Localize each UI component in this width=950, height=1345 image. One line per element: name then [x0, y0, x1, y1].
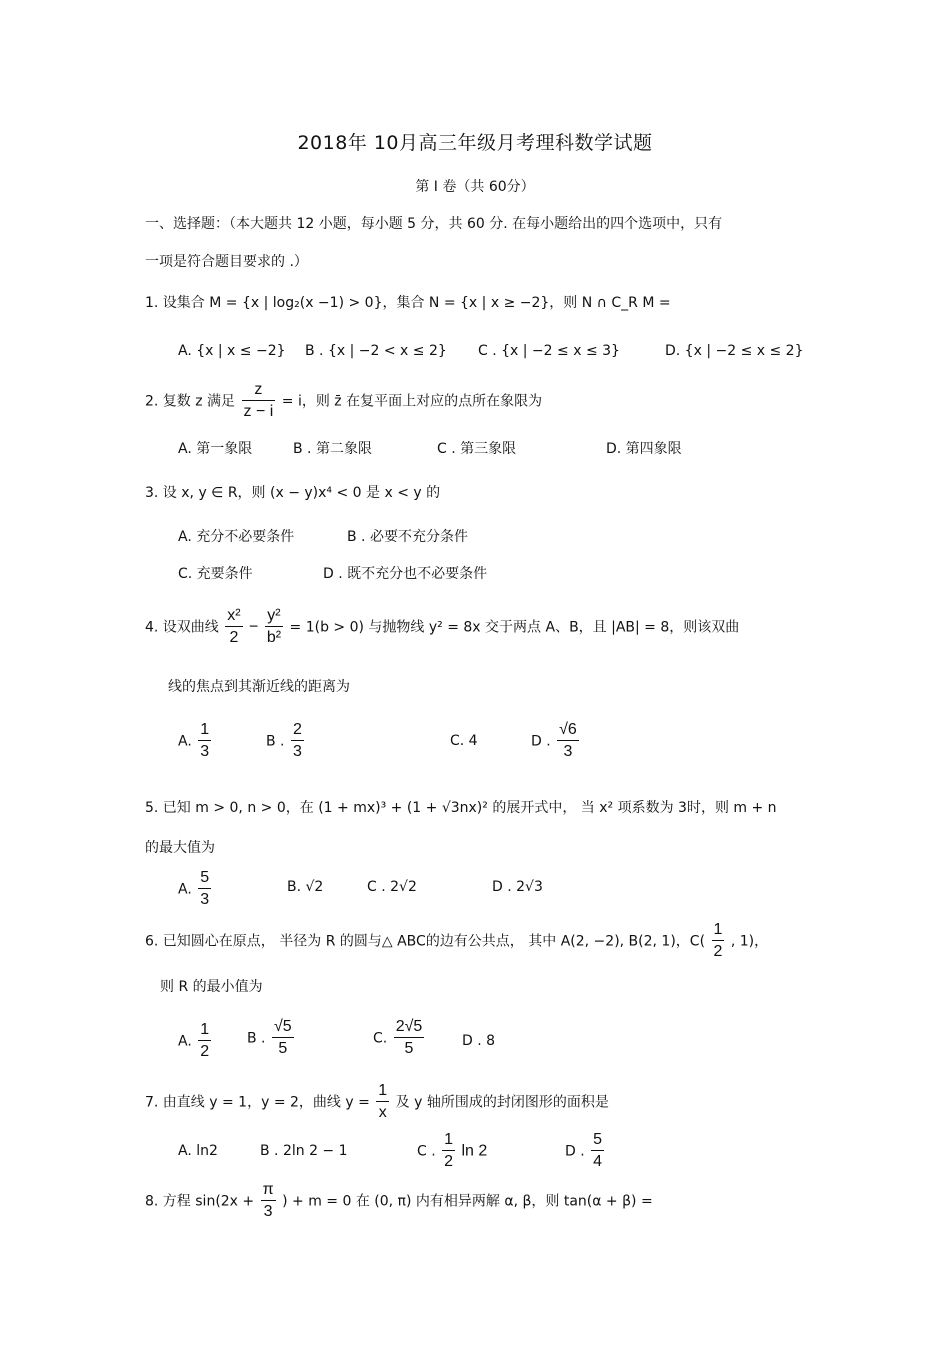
question-2-stem-post: = i，则 z̄ 在复平面上对应的点所在象限为 — [281, 393, 543, 410]
fraction-denominator: 2 — [444, 1153, 454, 1170]
fraction-denominator: 3 — [563, 743, 573, 760]
question-7-option-c — [417, 1130, 487, 1173]
question-2-stem — [145, 380, 542, 423]
question-5-option-c: C . 2√2 — [367, 879, 417, 895]
question-6-stem — [145, 920, 768, 963]
question-4-option-b-fraction — [291, 720, 304, 763]
question-8-fraction — [261, 1180, 276, 1223]
fraction-numerator: 1 — [198, 1020, 211, 1041]
question-5-option-a — [178, 868, 213, 911]
page-title: 2018年 10月高三年级月考理科数学试题 — [297, 132, 653, 154]
question-2-option-c: C . 第三象限 — [437, 441, 517, 457]
question-6-option-c — [373, 1017, 426, 1060]
question-7-option-b: B . 2ln 2 − 1 — [260, 1143, 348, 1159]
question-2-stem-pre: 2. 复数 z 满足 — [145, 393, 236, 410]
fraction-denominator: 5 — [278, 1040, 288, 1057]
fraction-denominator: 3 — [200, 743, 210, 760]
question-6-option-b — [247, 1017, 296, 1060]
question-1-option-c: C . {x | −2 ≤ x ≤ 3} — [478, 343, 620, 359]
question-7-stem-post: 及 y 轴所围成的封闭图形的面积是 — [395, 1094, 609, 1111]
question-8-stem — [145, 1180, 653, 1223]
fraction-numerator: 1 — [198, 720, 211, 741]
question-4-option-c: C. 4 — [450, 733, 478, 749]
fraction-denominator: 5 — [404, 1040, 414, 1057]
question-6-fraction — [712, 920, 725, 963]
question-2-option-b: B . 第二象限 — [293, 441, 372, 457]
question-4-option-d — [531, 720, 581, 763]
question-3-option-b: B . 必要不充分条件 — [347, 529, 468, 545]
question-8-stem-pre: 8. 方程 sin(2x + — [145, 1193, 255, 1210]
question-4-option-a-label: A. — [178, 733, 192, 750]
question-8-stem-post: ) + m = 0 在 (0, π) 内有相异两解 α, β，则 tan(α + β) = — [282, 1193, 653, 1210]
question-1-option-d: D. {x | −2 ≤ x ≤ 2} — [665, 343, 804, 359]
question-6-option-c-label: C. — [373, 1030, 388, 1047]
question-7-option-d-label: D . — [565, 1143, 585, 1160]
question-7-option-a: A. ln2 — [178, 1143, 218, 1159]
minus-sign: − — [249, 618, 259, 636]
question-6-option-b-label: B . — [247, 1030, 266, 1047]
question-4-option-b — [266, 720, 306, 763]
question-5-option-a-label: A. — [178, 881, 192, 898]
fraction-numerator: 1 — [712, 920, 725, 941]
fraction-denominator: 2 — [713, 943, 723, 960]
question-2-fraction-numerator: z — [242, 380, 276, 401]
section-instructions-line2: 一项是符合题目要求的 .） — [145, 254, 308, 270]
question-7-option-c-post: ln 2 — [461, 1142, 488, 1160]
fraction-numerator: 1 — [442, 1130, 455, 1151]
question-4-stem-line2: 线的焦点到其渐近线的距离为 — [168, 679, 350, 695]
question-7-stem — [145, 1081, 609, 1124]
fraction-numerator: 2√5 — [394, 1017, 425, 1038]
fraction-numerator: 5 — [591, 1130, 604, 1151]
question-7-option-d-fraction — [591, 1130, 604, 1173]
question-6-option-a-fraction — [198, 1020, 211, 1063]
question-6-stem-pre: 6. 已知圆心在原点， 半径为 R 的圆与△ ABC的边有公共点， 其中 A(2, −2), B(2, 1)，C( — [145, 933, 706, 950]
question-6-option-b-fraction — [272, 1017, 294, 1060]
question-7-option-d — [565, 1130, 606, 1173]
question-1-stem: 1. 设集合 M = {x | log₂(x −1) > 0}，集合 N = {x | x ≥ −2}，则 N ∩ C_R M = — [145, 295, 671, 311]
fraction-numerator: 1 — [376, 1081, 389, 1102]
question-6-option-a — [178, 1020, 213, 1063]
question-4-option-d-fraction — [557, 720, 579, 763]
question-6-option-a-label: A. — [178, 1033, 192, 1050]
question-3-option-d: D . 既不充分也不必要条件 — [323, 566, 488, 582]
question-6-stem-line2: 则 R 的最小值为 — [160, 979, 263, 995]
question-4-fraction-y-numerator: y² — [265, 606, 283, 627]
fraction-numerator: √6 — [557, 720, 579, 741]
question-3-option-a: A. 充分不必要条件 — [178, 529, 295, 545]
question-4-option-a — [178, 720, 213, 763]
fraction-numerator: √5 — [272, 1017, 294, 1038]
fraction-numerator: 2 — [291, 720, 304, 741]
fraction-denominator: 3 — [200, 891, 210, 908]
question-4-option-a-fraction — [198, 720, 211, 763]
fraction-denominator: 3 — [263, 1203, 273, 1220]
page-subtitle: 第 I 卷（共 60分） — [415, 179, 535, 195]
question-3-option-c: C. 充要条件 — [178, 566, 253, 582]
question-4-option-d-label: D . — [531, 733, 551, 750]
question-4-stem-post: = 1(b > 0) 与抛物线 y² = 8x 交于两点 A、B，且 |AB| = 8，则该双曲 — [289, 619, 740, 636]
question-4-fraction-x-denominator: 2 — [229, 629, 239, 646]
question-4-fraction-y — [265, 606, 283, 649]
question-4-option-b-label: B . — [266, 733, 285, 750]
fraction-denominator: 3 — [292, 743, 302, 760]
question-4-stem — [145, 606, 739, 649]
question-1-option-a: A. {x | x ≤ −2} — [178, 343, 286, 359]
question-4-stem-pre: 4. 设双曲线 — [145, 619, 219, 636]
section-instructions-line1: 一、选择题：（本大题共 12 小题，每小题 5 分，共 60 分. 在每小题给出的四个选项中，只有 — [145, 216, 723, 232]
question-2-option-a: A. 第一象限 — [178, 441, 253, 457]
question-6-stem-post: , 1)， — [730, 933, 769, 950]
fraction-numerator: 5 — [198, 868, 211, 889]
question-5-stem-line2: 的最大值为 — [145, 840, 215, 856]
question-6-option-c-fraction — [394, 1017, 425, 1060]
question-6-option-d: D . 8 — [462, 1033, 496, 1049]
question-7-option-c-fraction — [442, 1130, 455, 1173]
question-5-option-b: B. √2 — [287, 879, 324, 895]
question-5-stem: 5. 已知 m > 0, n > 0，在 (1 + mx)³ + (1 + √3nx)² 的展开式中， 当 x² 项系数为 3时，则 m + n — [145, 800, 777, 816]
question-5-option-d: D . 2√3 — [492, 879, 543, 895]
question-7-stem-pre: 7. 由直线 y = 1，y = 2，曲线 y = — [145, 1094, 370, 1111]
question-2-option-d: D. 第四象限 — [606, 441, 682, 457]
question-1-option-b: B . {x | −2 < x ≤ 2} — [305, 343, 447, 359]
fraction-denominator: 2 — [200, 1043, 210, 1060]
fraction-denominator: x — [378, 1104, 387, 1121]
question-2-fraction-denominator: z − i — [243, 403, 274, 420]
question-4-fraction-x — [225, 606, 242, 649]
question-2-fraction — [242, 380, 276, 423]
fraction-numerator: π — [261, 1180, 276, 1201]
question-7-option-c-label: C . — [417, 1143, 436, 1160]
question-7-fraction — [376, 1081, 389, 1124]
fraction-denominator: 4 — [593, 1153, 603, 1170]
question-4-fraction-y-denominator: b² — [266, 629, 282, 646]
question-5-option-a-fraction — [198, 868, 211, 911]
question-4-fraction-x-numerator: x² — [225, 606, 242, 627]
question-3-stem: 3. 设 x, y ∈ R，则 (x − y)x⁴ < 0 是 x < y 的 — [145, 485, 441, 501]
